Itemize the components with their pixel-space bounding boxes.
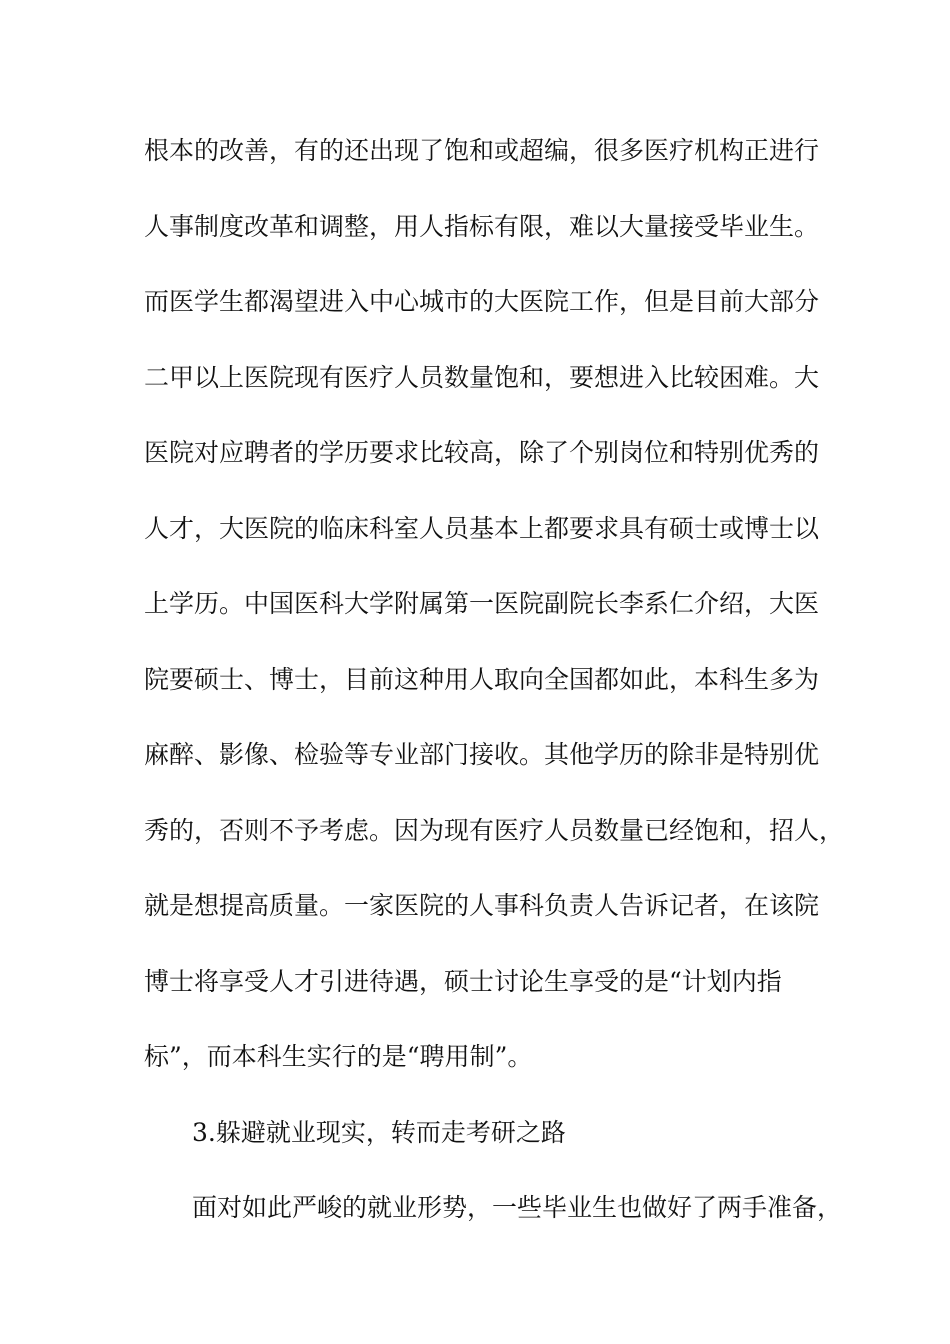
text-line: 根本的改善，有的还出现了饱和或超编，很多医疗机构正进行: [144, 136, 820, 165]
text-line: 上学历。中国医科大学附属第一医院副院长李系仁介绍，大医: [144, 589, 820, 618]
text-line: 院要硕士、博士，目前这种用人取向全国都如此，本科生多为: [144, 664, 820, 694]
paragraph-start: 面对如此严峻的就业形势，一些毕业生也做好了两手准备，: [192, 1193, 843, 1222]
text-line: 而医学生都渴望进入中心城市的大医院工作，但是目前大部分: [144, 287, 820, 316]
text-line: 人事制度改革和调整，用人指标有限，难以大量接受毕业生。: [144, 211, 820, 241]
text-line: 就是想提高质量。一家医院的人事科负责人告诉记者，在该院: [144, 891, 820, 920]
section-heading: 3.躲避就业现实，转而走考研之路: [192, 1117, 566, 1147]
body-text: [144, 126, 845, 1259]
text-line: 二甲以上医院现有医疗人员数量饱和，要想进入比较困难。大: [144, 362, 820, 392]
text-line: 标”，而本科生实行的是“聘用制”。: [144, 1042, 533, 1071]
text-line: 人才，大医院的临床科室人员基本上都要求具有硕士或博士以: [144, 513, 820, 543]
text-line: 秀的，否则不予考虑。因为现有医疗人员数量已经饱和，招人，: [144, 815, 845, 845]
text-line: 医院对应聘者的学历要求比较高，除了个别岗位和特别优秀的: [144, 438, 820, 467]
text-line: 麻醉、影像、检验等专业部门接收。其他学历的除非是特别优: [144, 740, 820, 769]
text-line: 博士将享受人才引进待遇，硕士讨论生享受的是“计划内指: [144, 966, 782, 996]
